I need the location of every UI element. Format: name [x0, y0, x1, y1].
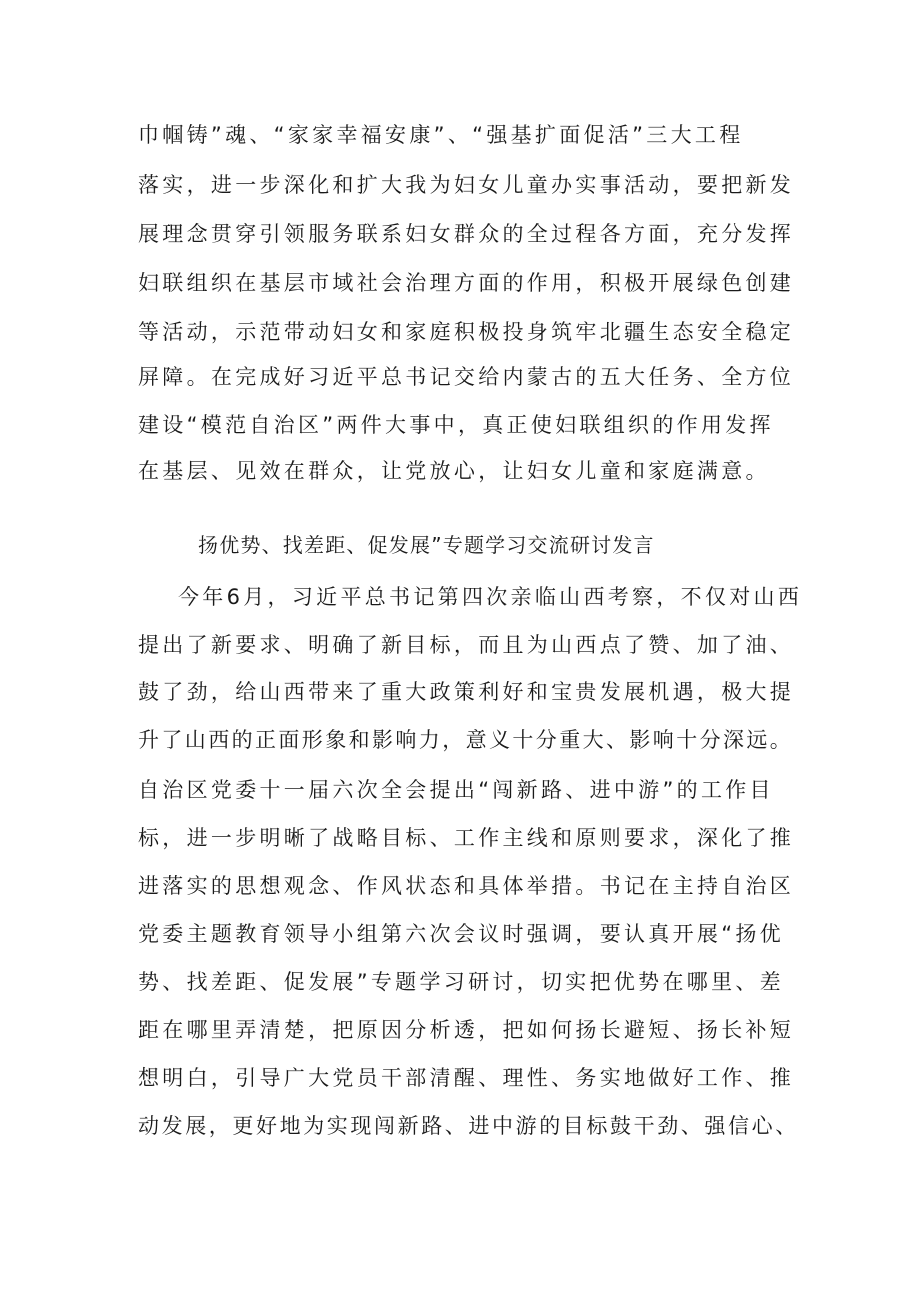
paragraph-2-line-4: 升了山西的正面形象和影响力，意义十分重大、影响十分深远。 [138, 728, 794, 752]
paragraph-2-line-9: 势、找差距、促发展”专题学习研讨，切实把优势在哪里、差 [138, 970, 784, 994]
paragraph-2-line-7: 进落实的思想观念、作风状态和具体举措。书记在主持自治区 [138, 874, 795, 898]
paragraph-1-line-3: 展理念贯穿引领服务联系妇女群众的全过程各方面，充分发挥 [138, 222, 795, 246]
paragraph-2-line-5: 自治区党委十一届六次全会提出“闯新路、进中游”的工作目 [138, 778, 774, 802]
paragraph-1-line-2: 落实，进一步深化和扩大我为妇女儿童办实事活动，要把新发 [138, 173, 795, 197]
section-title: 扬优势、找差距、促发展”专题学习交流研讨发言 [198, 533, 655, 557]
paragraph-2-line-10: 距在哪里弄清楚，把原因分析透，把如何扬长避短、扬长补短 [138, 1018, 795, 1042]
paragraph-1-line-4: 妇联组织在基层市域社会治理方面的作用，积极开展绿色创建 [138, 271, 795, 295]
paragraph-1-line-8: 在基层、见效在群众，让党放心，让妇女儿童和家庭满意。 [138, 459, 770, 483]
paragraph-1-line-5: 等活动，示范带动妇女和家庭积极投身筑牢北疆生态安全稳定 [138, 320, 795, 344]
paragraph-2-line-3: 鼓了劲，给山西带来了重大政策利好和宝贵发展机遇，极大提 [138, 680, 795, 704]
paragraph-2-line-12: 动发展，更好地为实现闯新路、进中游的目标鼓干劲、强信心、 [138, 1114, 799, 1138]
paragraph-1-line-1: 巾帼铸”魂、“家家幸福安康”、“强基扩面促活”三大工程 [138, 123, 744, 147]
paragraph-2-line-2: 提出了新要求、明确了新目标，而且为山西点了赞、加了油、 [138, 633, 795, 657]
paragraph-2-line-6: 标，进一步明晰了战略目标、工作主线和原则要求，深化了推 [138, 826, 795, 850]
paragraph-2-line-1: 今年6月，习近平总书记第四次亲临山西考察，不仅对山西 [178, 585, 803, 609]
paragraph-1-line-6: 屏障。在完成好习近平总书记交给内蒙古的五大任务、全方位 [138, 365, 795, 389]
paragraph-1-line-7: 建设“模范自治区”两件大事中，真正使妇联组织的作用发挥 [138, 413, 774, 437]
paragraph-2-line-11: 想明白，引导广大党员干部清醒、理性、务实地做好工作、推 [138, 1066, 795, 1090]
paragraph-2-line-8: 党委主题教育领导小组第六次会议时强调，要认真开展“扬优 [138, 922, 784, 946]
